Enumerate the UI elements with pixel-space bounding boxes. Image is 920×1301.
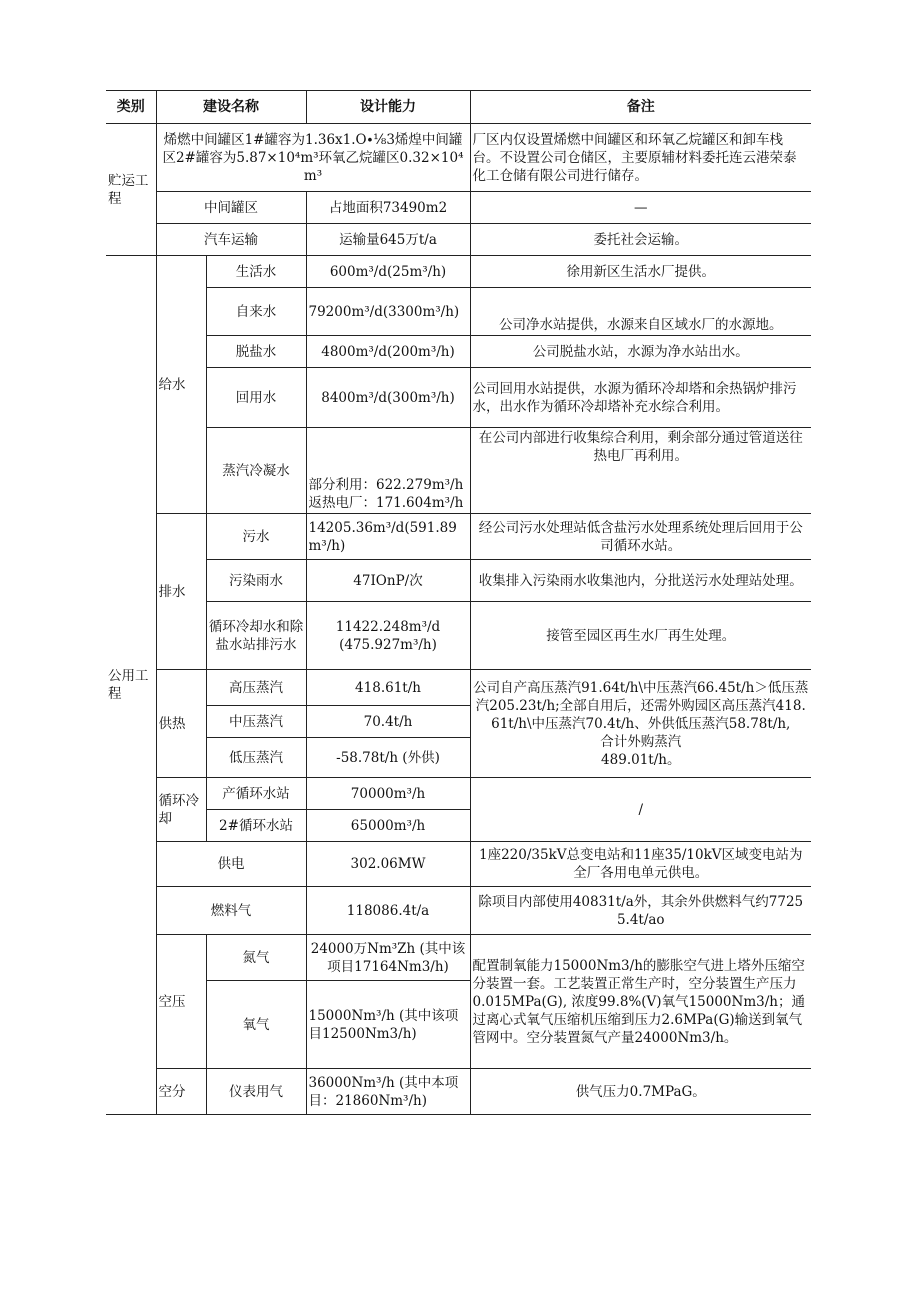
group-drainage: 排水 [156,514,206,670]
ws-cap-4: 8400m³/d(300m³/h) [306,368,470,428]
table-row [106,224,811,256]
as-capacity: 36000Nm³/h (其中本项目：21860Nm³/h) [306,1069,470,1115]
ht-remark-line3: 489.01t/h。 [601,751,681,768]
table-row [106,778,811,810]
table-row [106,887,811,935]
dr-cap-1: 14205.36m³/d(591.89m³/h) [306,514,470,560]
dr-name-3: 循环冷却水和除盐水站排污水 [206,602,306,670]
ws-name-3: 脱盐水 [206,336,306,368]
transport-remark: 委托社会运输。 [470,224,811,256]
group-air-separation: 空分 [156,1069,206,1115]
ws-remark-2: 公司净水站提供，水源来自区域水厂的水源地。 [470,288,811,336]
dr-remark-1: 经公司污水处理站低含盐污水处理系统处理后回用于公司循环水站。 [470,514,811,560]
fuel-remark: 除项目内部使用40831t/a外，其余外供燃料气约77255.4t/ao [470,887,811,935]
storage-tank-desc: 烯燃中间罐区1#罐容为1.36x1.O∙⅛3烯煌中间罐区2#罐容为5.87×10⁴m³环氧乙烷罐区0.32×10⁴m³ [156,124,470,192]
ht-cap-2: 70.4t/h [306,706,470,738]
group-cooling: 循环冷却 [156,778,206,842]
group-heating: 供热 [156,670,206,778]
facility-table [106,90,811,1115]
ws-remark-1: 徐用新区生活水厂提供。 [470,256,811,288]
table-row [106,124,811,192]
ht-cap-3: -58.78t/h (外供) [306,738,470,778]
ws-remark-3: 公司脱盐水站，水源为净水站出水。 [470,336,811,368]
header-capacity: 设计能力 [306,91,470,124]
cw-name-2: 2#循环水站 [206,810,306,842]
table-row [106,1069,811,1115]
ws-name-1: 生活水 [206,256,306,288]
category-storage: 贮运工程 [106,124,156,256]
dr-remark-3: 接管至园区再生水厂再生处理。 [470,602,811,670]
ws-cap-3: 4800m³/d(200m³/h) [306,336,470,368]
cw-remark: / [470,778,811,842]
ht-cap-1: 418.61t/h [306,670,470,706]
transport-capacity: 运输量645万t/a [306,224,470,256]
ac-remark: 配置制氧能力15000Nm3/h的膨胀空气进上塔外压缩空分装置一套。工艺装置正常生产时，空分装置生产压力0.015MPa(G), 浓度99.8%(V)氧气15000Nm3/h；通过离心式氧气压缩机压缩到压力2.6MPa(G)输送到氧气管网中。空分装置氮气产量24000Nm3/h。 [470,935,811,1069]
dr-remark-2: 收集排入污染雨水收集池内，分批送污水处理站处理。 [470,560,811,602]
cw-cap-1: 70000m³/h [306,778,470,810]
transport-name: 汽车运输 [156,224,306,256]
table-row [106,336,811,368]
ws-cap-1: 600m³/d(25m³/h) [306,256,470,288]
cw-name-1: 产循环水站 [206,778,306,810]
ac-cap-1: 24000万Nm³Zh (其中该项目17164Nm3/h) [306,935,470,981]
group-air-compression: 空压 [156,935,206,1069]
ac-name-2: 氧气 [206,981,306,1069]
ws-cap-5 [306,428,470,514]
ws-cap-2: 79200m³/d(3300m³/h) [306,288,470,336]
table-row [106,602,811,670]
dr-name-2: 污染雨水 [206,560,306,602]
table-row [106,670,811,706]
dr-cap-3-line1: 11422.248m³/d [335,618,441,635]
cw-cap-2: 65000m³/h [306,810,470,842]
power-name: 供电 [156,842,306,887]
dr-cap-2: 47IOnP/次 [306,560,470,602]
ws-name-5: 蒸汽冷凝水 [206,428,306,514]
table-row [106,428,811,514]
as-remark: 供气压力0.7MPaG。 [470,1069,811,1115]
fuel-capacity: 118086.4t/a [306,887,470,935]
storage-remark: — [470,192,811,224]
table-row [106,256,811,288]
table-row [106,935,811,981]
table-row [106,368,811,428]
ws-remark-5: 在公司内部进行收集综合利用，剩余部分通过管道送往热电厂再利用。 [470,428,811,514]
ws-name-2: 自来水 [206,288,306,336]
header-row [106,91,811,124]
header-remark: 备注 [470,91,811,124]
ht-name-1: 高压蒸汽 [206,670,306,706]
power-remark: 1座220/35kV总变电站和11座35/10kV区域变电站为全厂各用电单元供电。 [470,842,811,887]
ws-cap-5-line1: 部分利用：622.279m³/h [308,477,464,493]
ac-name-1: 氮气 [206,935,306,981]
power-capacity: 302.06MW [306,842,470,887]
storage-tank-remark: 厂区内仅设置烯燃中间罐区和环氧乙烷罐区和卸车栈台。不设置公司仓储区，主要原辅材料委托连云港荣泰化工仓储有限公司进行储存。 [470,124,811,192]
ht-remark-line2: 合计外购蒸汽 [600,733,682,750]
header-category: 类别 [106,91,156,124]
ac-cap-2: 15000Nm³/h (其中该项目12500Nm3/h) [306,981,470,1069]
table-row [106,288,811,336]
storage-capacity: 占地面积73490m2 [306,192,470,224]
ht-remark [470,670,811,778]
dr-name-1: 污水 [206,514,306,560]
ht-name-3: 低压蒸汽 [206,738,306,778]
header-name: 建设名称 [156,91,306,124]
storage-name: 中间罐区 [156,192,306,224]
as-name: 仪表用气 [206,1069,306,1115]
ht-name-2: 中压蒸汽 [206,706,306,738]
dr-cap-3-line2: (475.927m³/h) [339,636,437,653]
ht-remark-line1: 公司自产高压蒸汽91.64t/h\中压蒸汽66.45t/h＞低压蒸汽205.23t/h;全部自用后，还需外购园区高压蒸汽418.61t/h\中压蒸汽70.4t/h、外供低压蒸汽58.78t/h, [473,679,809,732]
table-row [106,560,811,602]
table-row [106,514,811,560]
table-row [106,842,811,887]
ws-cap-5-line2: 返热电厂：171.604m³/h [308,495,464,511]
dr-cap-3 [306,602,470,670]
fuel-name: 燃料气 [156,887,306,935]
group-water-supply: 给水 [156,256,206,514]
table-row [106,192,811,224]
ws-remark-4: 公司回用水站提供，水源为循环冷却塔和余热锅炉排污水，出水作为循环冷却塔补充水综合利用。 [470,368,811,428]
category-utilities: 公用工程 [106,256,156,1115]
ws-name-4: 回用水 [206,368,306,428]
